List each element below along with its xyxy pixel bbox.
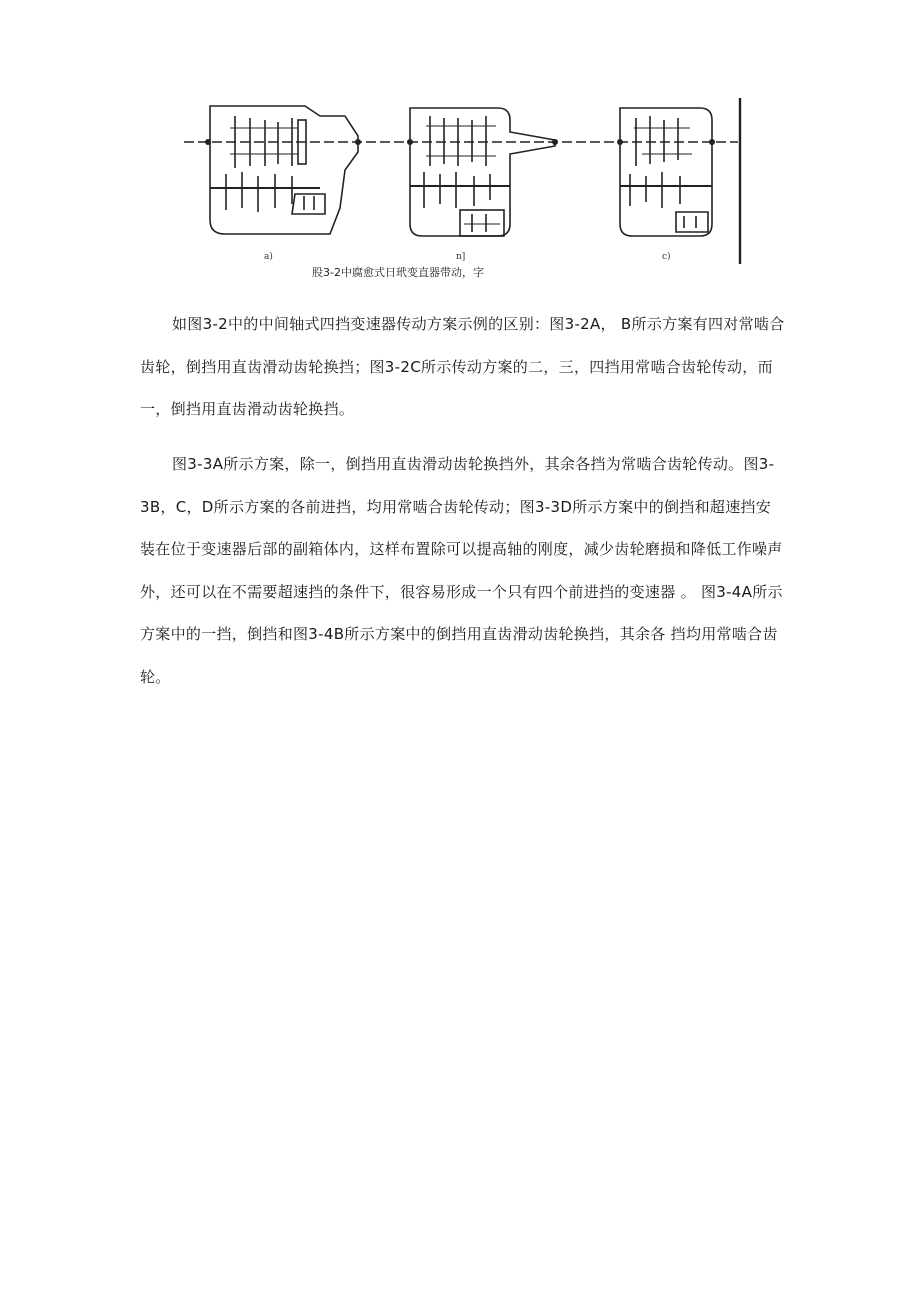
paragraph-1: 如图3-2中的中间轴式四挡变速器传动方案示例的区别：图3-2A， B所示方案有四对常啮合齿轮，倒挡用直齿滑动齿轮换挡；图3-2C所示传动方案的二，三，四挡用常啮合齿轮传动，而一，倒挡用直齿滑动齿轮换挡。 — [140, 315, 785, 418]
gearbox-c — [620, 108, 712, 236]
sub-label-c: c) — [662, 252, 671, 262]
sub-label-b: n] — [456, 252, 466, 262]
gearbox-b — [410, 108, 555, 236]
transmission-schemes-figure — [180, 96, 750, 272]
gearbox-a — [210, 106, 358, 234]
figure-caption: 股3-2中腐愈式日玳变直器带动，字 — [312, 266, 484, 279]
sub-label-a: a) — [264, 252, 273, 262]
paragraph-2: 图3-3A所示方案，除一，倒挡用直齿滑动齿轮换挡外，其余各挡为常啮合齿轮传动。图3-3B，C，D所示方案的各前进挡，均用常啮合齿轮传动；图3-3D所示方案中的倒挡和超速挡安装在位于变速器后部的副箱体内，这样布置除可以提高轴的刚度，减少齿轮磨损和降低工作噪声外，还可以在不需要超速挡的条件下，很容易形成一个只有四个前进挡的变速器 。 图3-4A所示方案中的一挡，倒挡和图3-4B所示方案中的倒挡用直齿滑动齿轮换挡，其余各 挡均用常啮合齿轮。 — [140, 455, 783, 686]
gearbox-diagram — [180, 96, 750, 272]
